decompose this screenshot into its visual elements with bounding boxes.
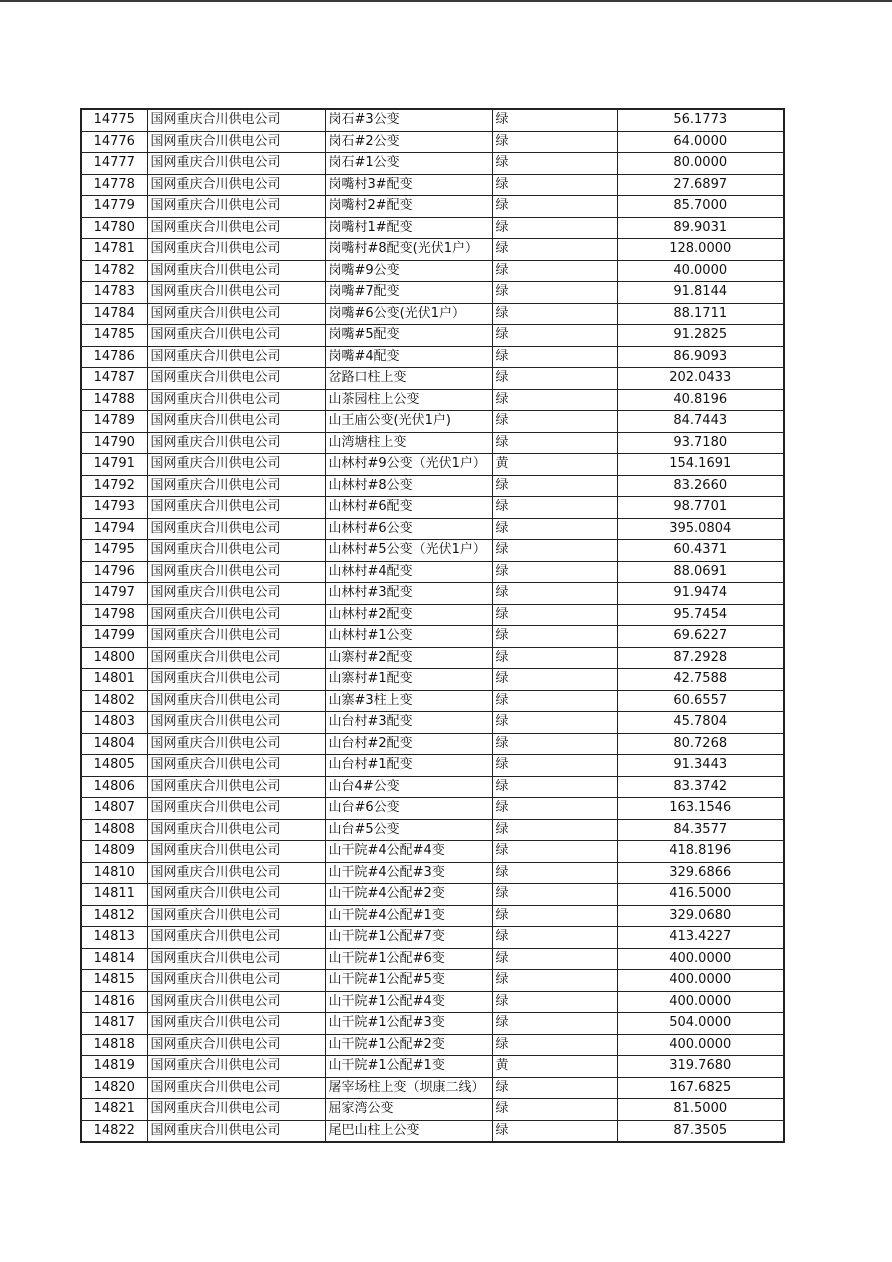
table-row (81, 604, 784, 626)
transformer-name-cell: 山干院#1公配#3变 (325, 1013, 492, 1035)
row-id-cell: 14798 (81, 604, 147, 626)
row-id-cell: 14779 (81, 196, 147, 218)
company-cell: 国网重庆合川供电公司 (147, 153, 325, 175)
row-id-cell: 14806 (81, 776, 147, 798)
value-cell: 60.6557 (617, 690, 784, 712)
table-row (81, 389, 784, 411)
table-row (81, 1013, 784, 1035)
table-row (81, 217, 784, 239)
value-cell: 400.0000 (617, 970, 784, 992)
company-cell: 国网重庆合川供电公司 (147, 196, 325, 218)
table-row (81, 798, 784, 820)
company-cell: 国网重庆合川供电公司 (147, 1120, 325, 1142)
value-cell: 329.6866 (617, 862, 784, 884)
row-id-cell: 14783 (81, 282, 147, 304)
value-cell: 504.0000 (617, 1013, 784, 1035)
company-cell: 国网重庆合川供电公司 (147, 1013, 325, 1035)
value-cell: 319.7680 (617, 1056, 784, 1078)
transformer-name-cell: 山台#5公变 (325, 819, 492, 841)
value-cell: 418.8196 (617, 841, 784, 863)
status-cell: 绿 (492, 626, 617, 648)
table-row (81, 475, 784, 497)
company-cell: 国网重庆合川供电公司 (147, 346, 325, 368)
table-row (81, 239, 784, 261)
transformer-name-cell: 山林村#9公变（光伏1户） (325, 454, 492, 476)
value-cell: 60.4371 (617, 540, 784, 562)
status-cell: 绿 (492, 669, 617, 691)
status-cell: 绿 (492, 755, 617, 777)
transformer-name-cell: 山林村#5公变（光伏1户） (325, 540, 492, 562)
table-row (81, 862, 784, 884)
table-row (81, 884, 784, 906)
value-cell: 45.7804 (617, 712, 784, 734)
transformer-name-cell: 岗嘴#7配变 (325, 282, 492, 304)
page-top-border (0, 0, 892, 2)
status-cell: 绿 (492, 561, 617, 583)
company-cell: 国网重庆合川供电公司 (147, 669, 325, 691)
row-id-cell: 14799 (81, 626, 147, 648)
status-cell: 绿 (492, 174, 617, 196)
table-row (81, 970, 784, 992)
status-cell: 绿 (492, 1077, 617, 1099)
status-cell: 绿 (492, 1034, 617, 1056)
table-row (81, 755, 784, 777)
table-row (81, 561, 784, 583)
row-id-cell: 14808 (81, 819, 147, 841)
transformer-name-cell: 山王庙公变(光伏1户) (325, 411, 492, 433)
value-cell: 91.2825 (617, 325, 784, 347)
value-cell: 83.2660 (617, 475, 784, 497)
table-row (81, 776, 784, 798)
status-cell: 绿 (492, 862, 617, 884)
company-cell: 国网重庆合川供电公司 (147, 690, 325, 712)
company-cell: 国网重庆合川供电公司 (147, 561, 325, 583)
transformer-name-cell: 岗嘴#5配变 (325, 325, 492, 347)
transformer-name-cell: 屠宰场柱上变（坝康二线） (325, 1077, 492, 1099)
table-row (81, 497, 784, 519)
company-cell: 国网重庆合川供电公司 (147, 1077, 325, 1099)
value-cell: 81.5000 (617, 1099, 784, 1121)
value-cell: 56.1773 (617, 109, 784, 131)
status-cell: 绿 (492, 733, 617, 755)
table-row (81, 131, 784, 153)
status-cell: 绿 (492, 776, 617, 798)
company-cell: 国网重庆合川供电公司 (147, 389, 325, 411)
row-id-cell: 14792 (81, 475, 147, 497)
table-row (81, 905, 784, 927)
row-id-cell: 14785 (81, 325, 147, 347)
data-sheet (80, 108, 785, 1143)
table-row (81, 626, 784, 648)
transformer-name-cell: 山台村#2配变 (325, 733, 492, 755)
company-cell: 国网重庆合川供电公司 (147, 411, 325, 433)
value-cell: 80.7268 (617, 733, 784, 755)
transformer-name-cell: 山台村#1配变 (325, 755, 492, 777)
table-row (81, 1034, 784, 1056)
company-cell: 国网重庆合川供电公司 (147, 217, 325, 239)
status-cell: 绿 (492, 540, 617, 562)
transformer-name-cell: 山茶园柱上公变 (325, 389, 492, 411)
value-cell: 87.3505 (617, 1120, 784, 1142)
value-cell: 80.0000 (617, 153, 784, 175)
value-cell: 40.8196 (617, 389, 784, 411)
company-cell: 国网重庆合川供电公司 (147, 131, 325, 153)
transformer-name-cell: 山台#6公变 (325, 798, 492, 820)
transformer-name-cell: 山林村#2配变 (325, 604, 492, 626)
row-id-cell: 14776 (81, 131, 147, 153)
table-row (81, 346, 784, 368)
transformer-name-cell: 山寨#3柱上变 (325, 690, 492, 712)
row-id-cell: 14789 (81, 411, 147, 433)
table-row (81, 411, 784, 433)
table-row (81, 518, 784, 540)
value-cell: 91.9474 (617, 583, 784, 605)
value-cell: 163.1546 (617, 798, 784, 820)
table-row (81, 260, 784, 282)
row-id-cell: 14791 (81, 454, 147, 476)
transformer-name-cell: 山干院#4公配#2变 (325, 884, 492, 906)
table-row (81, 1120, 784, 1142)
company-cell: 国网重庆合川供电公司 (147, 712, 325, 734)
table-row (81, 583, 784, 605)
transformer-name-cell: 岗嘴村#8配变(光伏1户） (325, 239, 492, 261)
status-cell: 绿 (492, 647, 617, 669)
transformer-name-cell: 岗嘴#4配变 (325, 346, 492, 368)
transformer-name-cell: 山干院#1公配#1变 (325, 1056, 492, 1078)
status-cell: 绿 (492, 325, 617, 347)
company-cell: 国网重庆合川供电公司 (147, 174, 325, 196)
status-cell: 绿 (492, 217, 617, 239)
value-cell: 64.0000 (617, 131, 784, 153)
row-id-cell: 14788 (81, 389, 147, 411)
transformer-name-cell: 岗石#3公变 (325, 109, 492, 131)
transformer-name-cell: 山干院#4公配#4变 (325, 841, 492, 863)
row-id-cell: 14818 (81, 1034, 147, 1056)
transformer-name-cell: 山湾塘柱上变 (325, 432, 492, 454)
company-cell: 国网重庆合川供电公司 (147, 432, 325, 454)
transformer-name-cell: 山林村#8公变 (325, 475, 492, 497)
row-id-cell: 14816 (81, 991, 147, 1013)
transformer-name-cell: 山干院#1公配#4变 (325, 991, 492, 1013)
transformer-name-cell: 岔路口柱上变 (325, 368, 492, 390)
value-cell: 91.8144 (617, 282, 784, 304)
row-id-cell: 14811 (81, 884, 147, 906)
value-cell: 93.7180 (617, 432, 784, 454)
company-cell: 国网重庆合川供电公司 (147, 647, 325, 669)
status-cell: 绿 (492, 583, 617, 605)
transformer-name-cell: 尾巴山柱上公变 (325, 1120, 492, 1142)
row-id-cell: 14820 (81, 1077, 147, 1099)
company-cell: 国网重庆合川供电公司 (147, 819, 325, 841)
value-cell: 95.7454 (617, 604, 784, 626)
company-cell: 国网重庆合川供电公司 (147, 303, 325, 325)
status-cell: 绿 (492, 239, 617, 261)
row-id-cell: 14787 (81, 368, 147, 390)
value-cell: 98.7701 (617, 497, 784, 519)
value-cell: 42.7588 (617, 669, 784, 691)
transformer-name-cell: 岗嘴村2#配变 (325, 196, 492, 218)
status-cell: 绿 (492, 991, 617, 1013)
value-cell: 167.6825 (617, 1077, 784, 1099)
status-cell: 绿 (492, 260, 617, 282)
transformer-name-cell: 山寨村#2配变 (325, 647, 492, 669)
row-id-cell: 14794 (81, 518, 147, 540)
status-cell: 绿 (492, 346, 617, 368)
status-cell: 绿 (492, 432, 617, 454)
row-id-cell: 14807 (81, 798, 147, 820)
value-cell: 84.3577 (617, 819, 784, 841)
row-id-cell: 14801 (81, 669, 147, 691)
transformer-name-cell: 岗嘴村3#配变 (325, 174, 492, 196)
row-id-cell: 14777 (81, 153, 147, 175)
value-cell: 27.6897 (617, 174, 784, 196)
row-id-cell: 14790 (81, 432, 147, 454)
status-cell: 绿 (492, 819, 617, 841)
row-id-cell: 14786 (81, 346, 147, 368)
row-id-cell: 14780 (81, 217, 147, 239)
company-cell: 国网重庆合川供电公司 (147, 905, 325, 927)
status-cell: 绿 (492, 497, 617, 519)
table-row (81, 282, 784, 304)
status-cell: 绿 (492, 948, 617, 970)
row-id-cell: 14782 (81, 260, 147, 282)
row-id-cell: 14781 (81, 239, 147, 261)
status-cell: 绿 (492, 368, 617, 390)
row-id-cell: 14815 (81, 970, 147, 992)
status-cell: 黄 (492, 1056, 617, 1078)
table-row (81, 819, 784, 841)
company-cell: 国网重庆合川供电公司 (147, 884, 325, 906)
row-id-cell: 14819 (81, 1056, 147, 1078)
table-body (81, 109, 784, 1142)
row-id-cell: 14803 (81, 712, 147, 734)
company-cell: 国网重庆合川供电公司 (147, 239, 325, 261)
value-cell: 329.0680 (617, 905, 784, 927)
row-id-cell: 14809 (81, 841, 147, 863)
value-cell: 83.3742 (617, 776, 784, 798)
table-row (81, 927, 784, 949)
status-cell: 绿 (492, 970, 617, 992)
table-row (81, 690, 784, 712)
transformer-name-cell: 岗嘴#9公变 (325, 260, 492, 282)
value-cell: 202.0433 (617, 368, 784, 390)
value-cell: 40.0000 (617, 260, 784, 282)
table-row (81, 948, 784, 970)
company-cell: 国网重庆合川供电公司 (147, 862, 325, 884)
row-id-cell: 14784 (81, 303, 147, 325)
status-cell: 绿 (492, 411, 617, 433)
transformer-name-cell: 山干院#1公配#7变 (325, 927, 492, 949)
transformer-name-cell: 屈家湾公变 (325, 1099, 492, 1121)
value-cell: 400.0000 (617, 948, 784, 970)
row-id-cell: 14812 (81, 905, 147, 927)
status-cell: 绿 (492, 1120, 617, 1142)
company-cell: 国网重庆合川供电公司 (147, 970, 325, 992)
status-cell: 绿 (492, 604, 617, 626)
status-cell: 绿 (492, 153, 617, 175)
row-id-cell: 14813 (81, 927, 147, 949)
transformer-name-cell: 山干院#1公配#5变 (325, 970, 492, 992)
company-cell: 国网重庆合川供电公司 (147, 109, 325, 131)
table-row (81, 647, 784, 669)
transformer-name-cell: 岗石#2公变 (325, 131, 492, 153)
table-row (81, 368, 784, 390)
transformer-name-cell: 山干院#1公配#2变 (325, 1034, 492, 1056)
value-cell: 413.4227 (617, 927, 784, 949)
value-cell: 69.6227 (617, 626, 784, 648)
status-cell: 绿 (492, 927, 617, 949)
status-cell: 绿 (492, 475, 617, 497)
value-cell: 88.0691 (617, 561, 784, 583)
value-cell: 154.1691 (617, 454, 784, 476)
table-row (81, 1056, 784, 1078)
value-cell: 400.0000 (617, 991, 784, 1013)
status-cell: 绿 (492, 841, 617, 863)
company-cell: 国网重庆合川供电公司 (147, 497, 325, 519)
row-id-cell: 14810 (81, 862, 147, 884)
value-cell: 85.7000 (617, 196, 784, 218)
status-cell: 绿 (492, 712, 617, 734)
value-cell: 87.2928 (617, 647, 784, 669)
status-cell: 绿 (492, 109, 617, 131)
table-row (81, 1077, 784, 1099)
transformer-name-cell: 山林村#3配变 (325, 583, 492, 605)
status-cell: 绿 (492, 884, 617, 906)
status-cell: 绿 (492, 389, 617, 411)
table-row (81, 153, 784, 175)
company-cell: 国网重庆合川供电公司 (147, 626, 325, 648)
company-cell: 国网重庆合川供电公司 (147, 841, 325, 863)
status-cell: 绿 (492, 798, 617, 820)
company-cell: 国网重庆合川供电公司 (147, 991, 325, 1013)
table-row (81, 733, 784, 755)
table-row (81, 196, 784, 218)
transformer-name-cell: 山干院#4公配#3变 (325, 862, 492, 884)
transformer-name-cell: 山林村#6公变 (325, 518, 492, 540)
company-cell: 国网重庆合川供电公司 (147, 1034, 325, 1056)
table-row (81, 540, 784, 562)
status-cell: 绿 (492, 131, 617, 153)
company-cell: 国网重庆合川供电公司 (147, 260, 325, 282)
company-cell: 国网重庆合川供电公司 (147, 454, 325, 476)
row-id-cell: 14814 (81, 948, 147, 970)
row-id-cell: 14797 (81, 583, 147, 605)
row-id-cell: 14775 (81, 109, 147, 131)
table-row (81, 432, 784, 454)
transformer-name-cell: 山干院#1公配#6变 (325, 948, 492, 970)
status-cell: 绿 (492, 905, 617, 927)
row-id-cell: 14821 (81, 1099, 147, 1121)
transformer-name-cell: 山寨村#1配变 (325, 669, 492, 691)
status-cell: 黄 (492, 454, 617, 476)
row-id-cell: 14822 (81, 1120, 147, 1142)
transformer-name-cell: 岗石#1公变 (325, 153, 492, 175)
value-cell: 89.9031 (617, 217, 784, 239)
row-id-cell: 14804 (81, 733, 147, 755)
transformer-name-cell: 岗嘴#6公变(光伏1户） (325, 303, 492, 325)
row-id-cell: 14805 (81, 755, 147, 777)
table-row (81, 991, 784, 1013)
table-row (81, 109, 784, 131)
company-cell: 国网重庆合川供电公司 (147, 755, 325, 777)
status-cell: 绿 (492, 518, 617, 540)
company-cell: 国网重庆合川供电公司 (147, 325, 325, 347)
company-cell: 国网重庆合川供电公司 (147, 1099, 325, 1121)
status-cell: 绿 (492, 196, 617, 218)
company-cell: 国网重庆合川供电公司 (147, 948, 325, 970)
transformer-name-cell: 山台4#公变 (325, 776, 492, 798)
value-cell: 91.3443 (617, 755, 784, 777)
value-cell: 86.9093 (617, 346, 784, 368)
transformer-name-cell: 山林村#6配变 (325, 497, 492, 519)
row-id-cell: 14793 (81, 497, 147, 519)
company-cell: 国网重庆合川供电公司 (147, 776, 325, 798)
company-cell: 国网重庆合川供电公司 (147, 604, 325, 626)
table-row (81, 454, 784, 476)
table-row (81, 712, 784, 734)
table-row (81, 841, 784, 863)
company-cell: 国网重庆合川供电公司 (147, 282, 325, 304)
status-cell: 绿 (492, 1099, 617, 1121)
company-cell: 国网重庆合川供电公司 (147, 518, 325, 540)
company-cell: 国网重庆合川供电公司 (147, 583, 325, 605)
value-cell: 395.0804 (617, 518, 784, 540)
row-id-cell: 14778 (81, 174, 147, 196)
value-cell: 416.5000 (617, 884, 784, 906)
company-cell: 国网重庆合川供电公司 (147, 733, 325, 755)
row-id-cell: 14817 (81, 1013, 147, 1035)
value-cell: 128.0000 (617, 239, 784, 261)
status-cell: 绿 (492, 1013, 617, 1035)
row-id-cell: 14796 (81, 561, 147, 583)
row-id-cell: 14802 (81, 690, 147, 712)
transformer-name-cell: 山林村#1公变 (325, 626, 492, 648)
table-row (81, 669, 784, 691)
company-cell: 国网重庆合川供电公司 (147, 540, 325, 562)
table-row (81, 303, 784, 325)
company-cell: 国网重庆合川供电公司 (147, 475, 325, 497)
company-cell: 国网重庆合川供电公司 (147, 368, 325, 390)
row-id-cell: 14800 (81, 647, 147, 669)
value-cell: 400.0000 (617, 1034, 784, 1056)
table-row (81, 325, 784, 347)
table-row (81, 174, 784, 196)
transformer-name-cell: 岗嘴村1#配变 (325, 217, 492, 239)
status-cell: 绿 (492, 282, 617, 304)
company-cell: 国网重庆合川供电公司 (147, 927, 325, 949)
transformer-name-cell: 山干院#4公配#1变 (325, 905, 492, 927)
transformer-name-cell: 山林村#4配变 (325, 561, 492, 583)
status-cell: 绿 (492, 303, 617, 325)
value-cell: 84.7443 (617, 411, 784, 433)
transformer-name-cell: 山台村#3配变 (325, 712, 492, 734)
table-row (81, 1099, 784, 1121)
status-cell: 绿 (492, 690, 617, 712)
company-cell: 国网重庆合川供电公司 (147, 798, 325, 820)
company-cell: 国网重庆合川供电公司 (147, 1056, 325, 1078)
value-cell: 88.1711 (617, 303, 784, 325)
transformer-table (80, 108, 785, 1143)
row-id-cell: 14795 (81, 540, 147, 562)
